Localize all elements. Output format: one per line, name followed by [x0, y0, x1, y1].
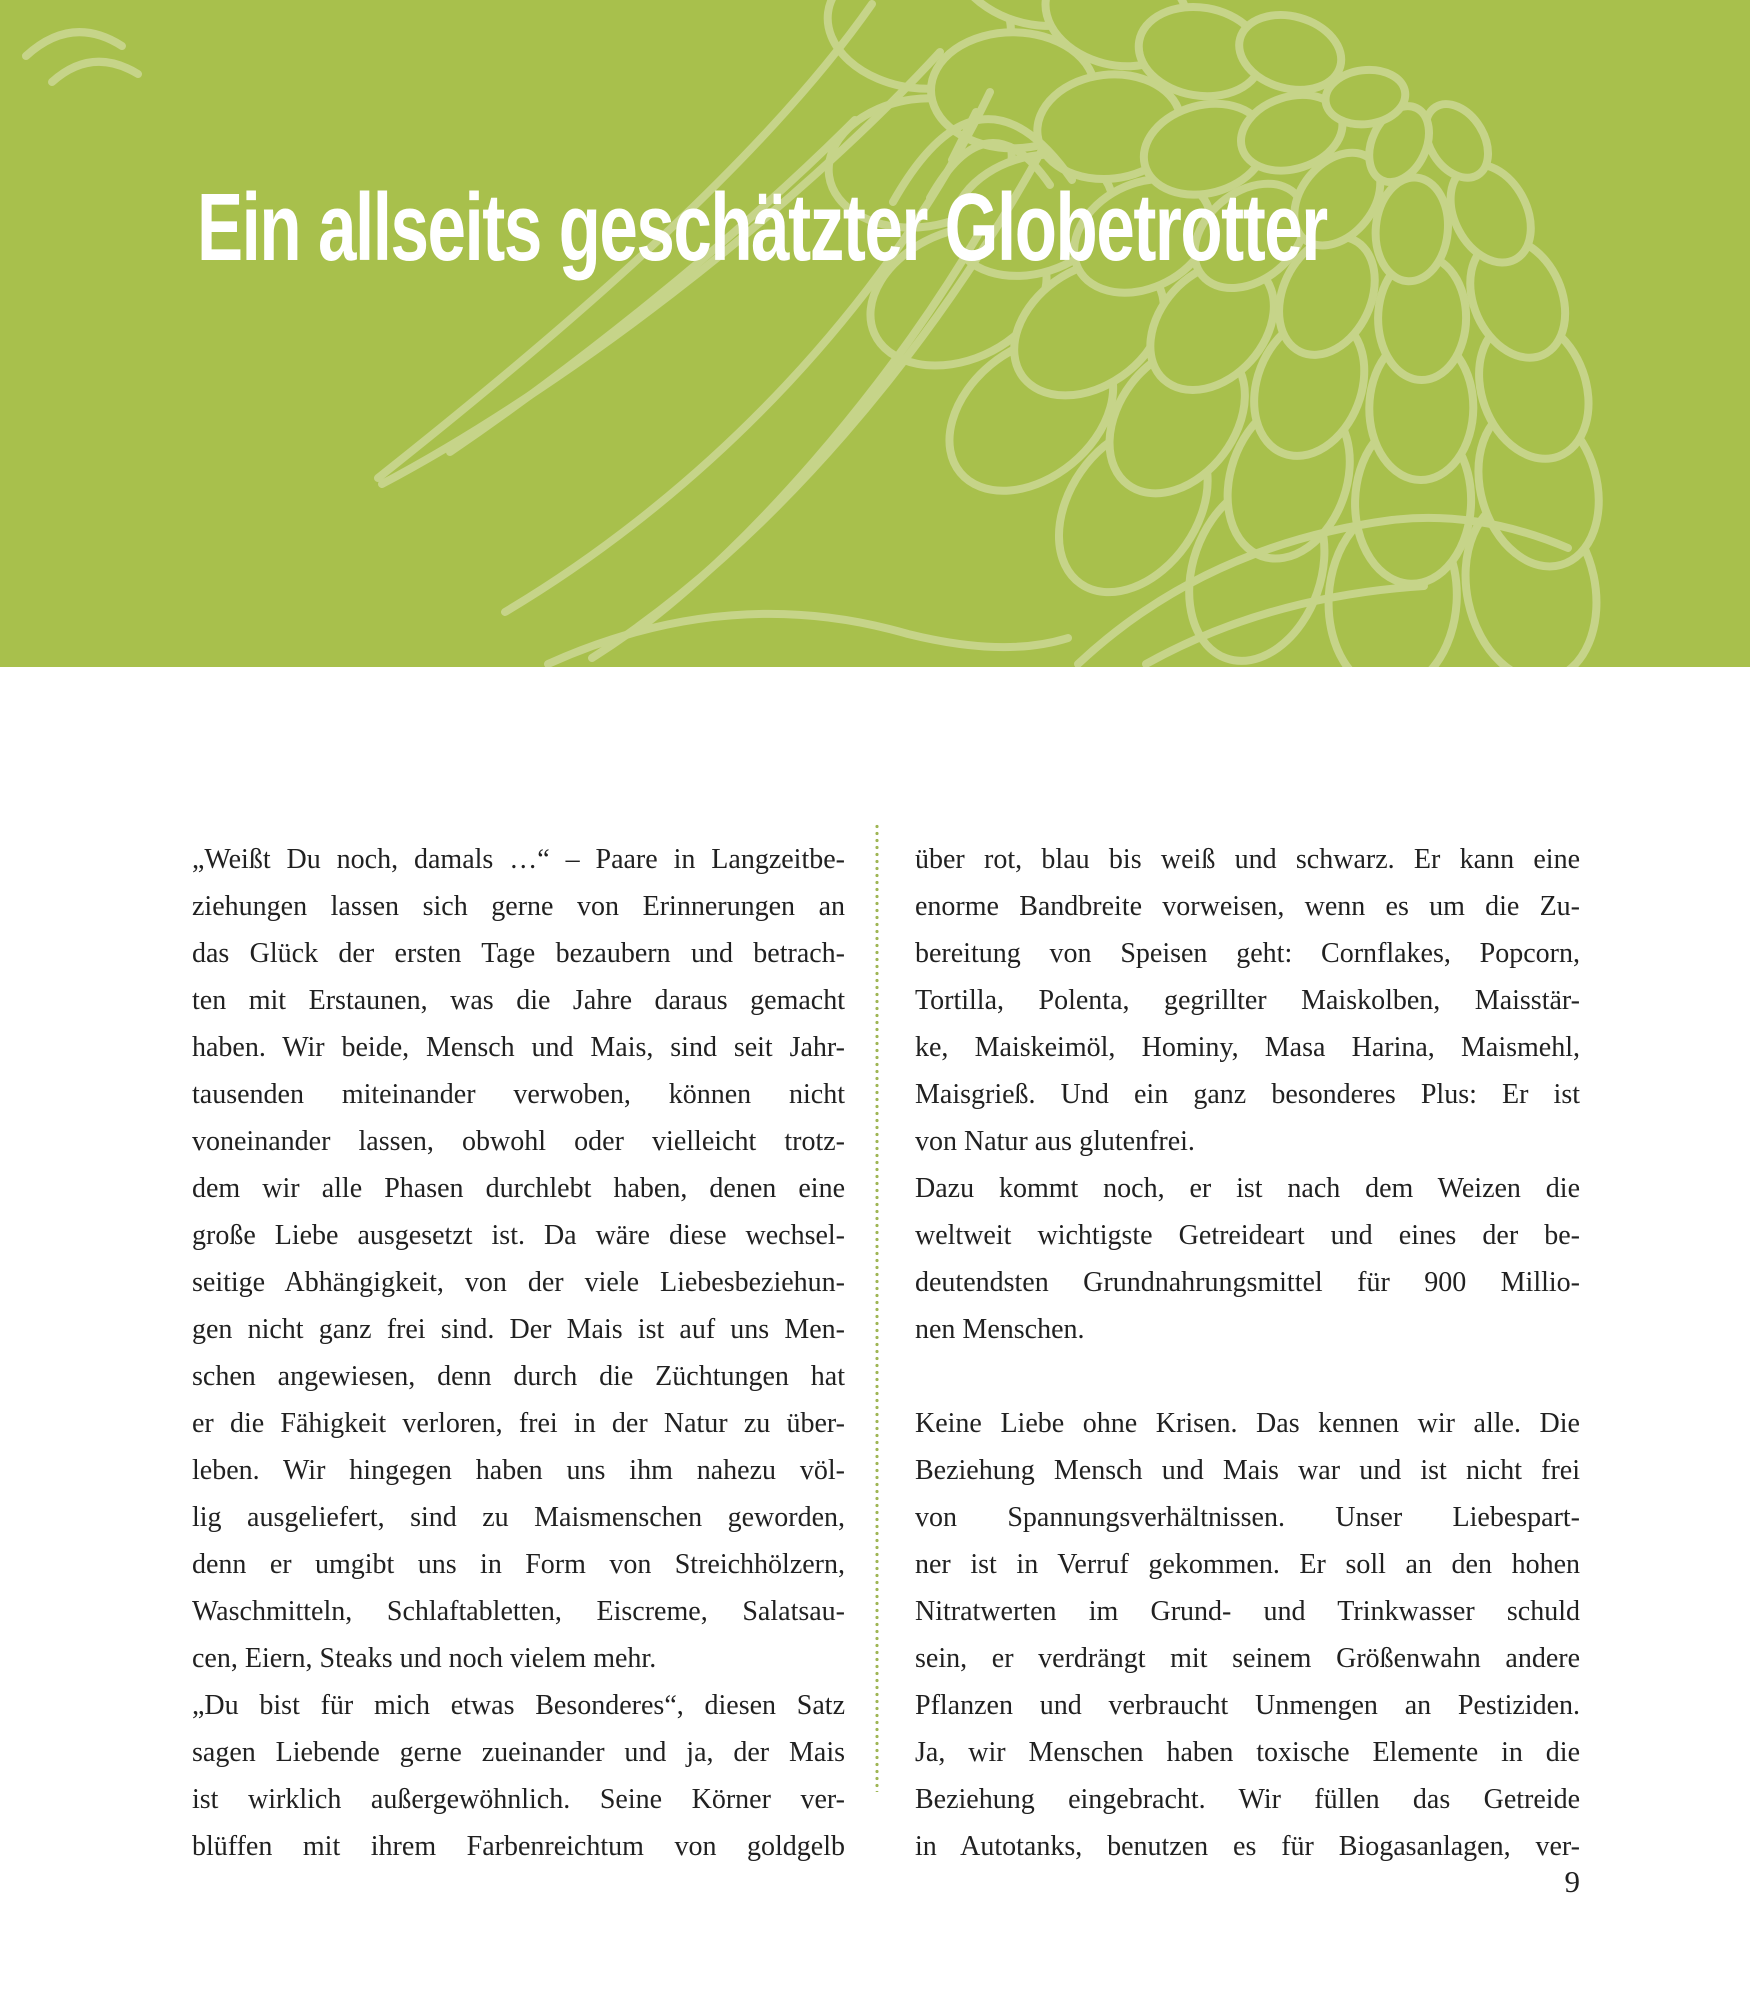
text-line: er die Fähigkeit verloren, frei in der Natur zu über- [192, 1408, 845, 1439]
text-line: weltweit wichtigste Getreideart und eines der be- [915, 1220, 1580, 1251]
text-line: Waschmitteln, Schlaftabletten, Eiscreme, Salatsau- [192, 1596, 845, 1627]
text-line: haben. Wir beide, Mensch und Mais, sind seit Jahr- [192, 1032, 845, 1063]
text-line: nen Menschen. [915, 1314, 1085, 1345]
text-line: Ja, wir Menschen haben toxische Elemente in die [915, 1737, 1580, 1768]
text-line: gen nicht ganz frei sind. Der Mais ist auf uns Men- [192, 1314, 845, 1345]
text-line: sein, er verdrängt mit seinem Größenwahn andere [915, 1643, 1580, 1674]
text-line: denn er umgibt uns in Form von Streichhölzern, [192, 1549, 845, 1580]
text-line: Beziehung eingebracht. Wir füllen das Getreide [915, 1784, 1580, 1815]
text-line: von Natur aus glutenfrei. [915, 1126, 1195, 1157]
text-line: Maisgrieß. Und ein ganz besonderes Plus: Er ist [915, 1079, 1580, 1110]
text-line: seitige Abhängigkeit, von der viele Liebesbeziehun- [192, 1267, 845, 1298]
text-line: enorme Bandbreite vorweisen, wenn es um die Zu- [915, 891, 1580, 922]
page-title: Ein allseits geschätzter Globetrotter [197, 174, 1327, 282]
page-number: 9 [1564, 1864, 1580, 1899]
text-line: Nitratwerten im Grund- und Trinkwasser schuld [915, 1596, 1580, 1627]
text-line: cen, Eiern, Steaks und noch vielem mehr. [192, 1643, 657, 1674]
text-line: lig ausgeliefert, sind zu Maismenschen geworden, [192, 1502, 845, 1533]
text-line: Tortilla, Polenta, gegrillter Maiskolben, Maisstär- [915, 985, 1580, 1016]
text-line: Pflanzen und verbraucht Unmengen an Pestiziden. [915, 1690, 1580, 1721]
text-line: von Spannungsverhältnissen. Unser Liebespart- [915, 1502, 1580, 1533]
text-line: in Autotanks, benutzen es für Biogasanlagen, ver- [915, 1831, 1580, 1862]
text-line: bereitung von Speisen geht: Cornflakes, Popcorn, [915, 938, 1580, 969]
text-line: schen angewiesen, denn durch die Züchtungen hat [192, 1361, 845, 1392]
text-line: Dazu kommt noch, er ist nach dem Weizen die [915, 1173, 1580, 1204]
text-line: Keine Liebe ohne Krisen. Das kennen wir alle. Die [915, 1408, 1580, 1439]
text-line: „Du bist für mich etwas Besonderes“, diesen Satz [192, 1690, 845, 1721]
text-column-left [192, 836, 845, 1870]
text-line: ke, Maiskeimöl, Hominy, Masa Harina, Maismehl, [915, 1032, 1580, 1063]
corn-cob-icon [0, 0, 1750, 667]
text-line: tausenden miteinander verwoben, können nicht [192, 1079, 845, 1110]
text-line: das Glück der ersten Tage bezaubern und betrach- [192, 938, 845, 969]
text-line: deutendsten Grundnahrungsmittel für 900 Millio- [915, 1267, 1580, 1298]
text-line: ziehungen lassen sich gerne von Erinnerungen an [192, 891, 845, 922]
text-line: sagen Liebende gerne zueinander und ja, der Mais [192, 1737, 845, 1768]
text-line: leben. Wir hingegen haben uns ihm nahezu völ- [192, 1455, 845, 1486]
text-line: Beziehung Mensch und Mais war und ist nicht frei [915, 1455, 1580, 1486]
text-line: dem wir alle Phasen durchlebt haben, denen eine [192, 1173, 845, 1204]
text-line: über rot, blau bis weiß und schwarz. Er kann eine [915, 844, 1580, 875]
text-line: blüffen mit ihrem Farbenreichtum von goldgelb [192, 1831, 845, 1862]
text-line: „Weißt Du noch, damals …“ – Paare in Langzeitbe- [192, 844, 845, 875]
text-column-right [915, 836, 1580, 1870]
text-line: ist wirklich außergewöhnlich. Seine Körner ver- [192, 1784, 845, 1815]
chapter-header-band [0, 0, 1750, 667]
column-divider-dotted [875, 823, 879, 1792]
text-line: große Liebe ausgesetzt ist. Da wäre diese wechsel- [192, 1220, 845, 1251]
text-line: voneinander lassen, obwohl oder vielleicht trotz- [192, 1126, 845, 1157]
text-line: ner ist in Verruf gekommen. Er soll an den hohen [915, 1549, 1580, 1580]
text-line: ten mit Erstaunen, was die Jahre daraus gemacht [192, 985, 845, 1016]
